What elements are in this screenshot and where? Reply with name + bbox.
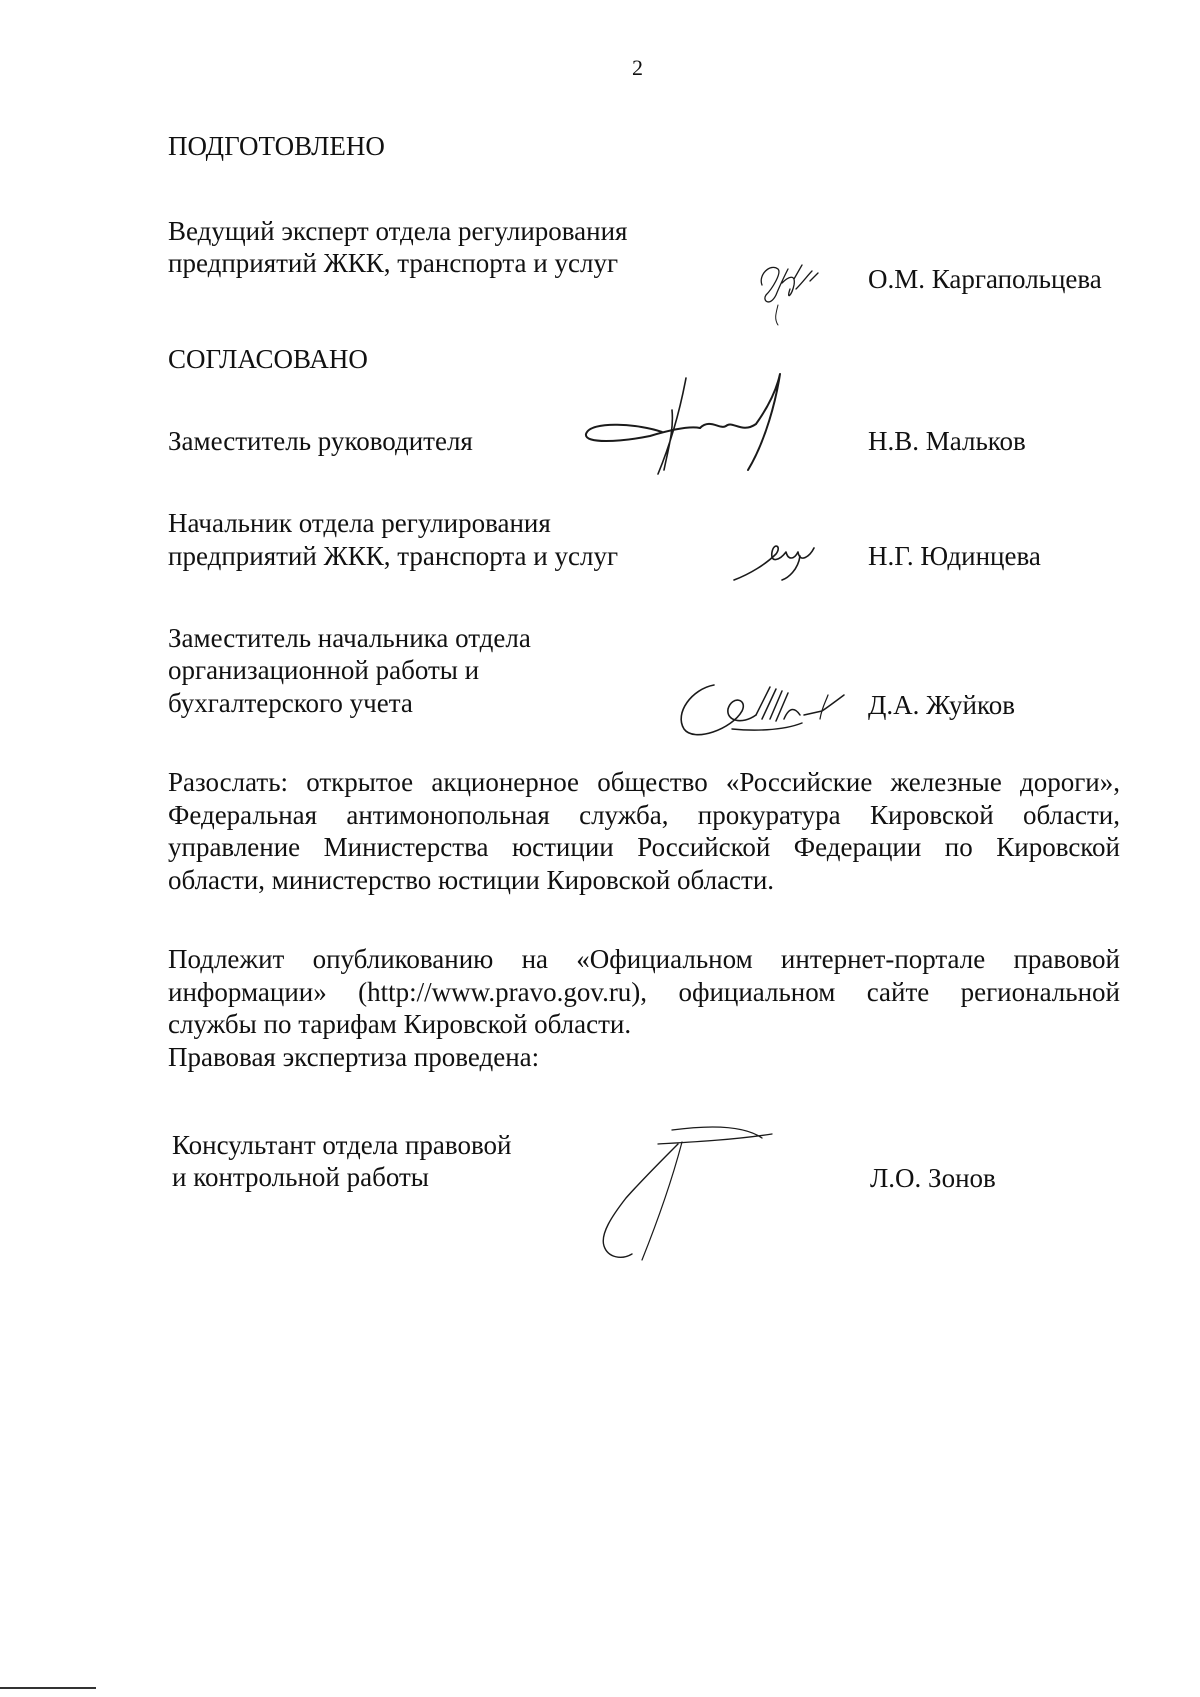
page-number: 2 (632, 55, 643, 80)
signatory-position-line: предприятий ЖКК, транспорта и услуг (168, 541, 619, 571)
signatory-name: Н.В. Мальков (868, 426, 1026, 456)
distribution-line: Федеральная антимонопольная служба, прокуратура Кировской области, (168, 799, 1120, 830)
publication-line: службы по тарифам Кировской области. (168, 1009, 632, 1039)
distribution-line: управление Министерства юстиции Российской Федерации по Кировской (168, 832, 1120, 862)
signature-zonov (592, 1120, 792, 1270)
consultant-name: Л.О. Зонов (870, 1163, 996, 1193)
prepared-name: О.М. Каргапольцева (868, 264, 1102, 294)
agreed-heading: СОГЛАСОВАНО (168, 344, 368, 374)
distribution-line: Разослать: открытое акционерное общество «Российские железные дороги», (168, 767, 1120, 797)
consultant-position-line: Консультант отдела правовой (172, 1130, 512, 1160)
consultant-position-line: и контрольной работы (172, 1162, 429, 1192)
signatory-position-line: организационной работы и (168, 655, 480, 685)
signatory-name: Н.Г. Юдинцева (868, 541, 1041, 571)
signatory-name: Д.А. Жуйков (868, 690, 1015, 720)
prepared-heading: ПОДГОТОВЛЕНО (168, 131, 385, 161)
prepared-position-line: предприятий ЖКК, транспорта и услуг (168, 248, 619, 278)
signature-zhuykov (672, 665, 862, 745)
distribution-line: области, министерство юстиции Кировской области. (168, 864, 775, 895)
signatory-position-line: Заместитель начальника отдела (168, 623, 531, 653)
signature-yudintseva (730, 530, 820, 590)
publication-line: Подлежит опубликованию на «Официальном интернет-портале правовой (168, 944, 1120, 974)
prepared-position-line: Ведущий эксперт отдела регулирования (168, 216, 628, 246)
signatory-position-line: бухгалтерского учета (168, 688, 413, 718)
publication-paragraph (168, 943, 1120, 1073)
signatory-position-line: Начальник отдела регулирования (168, 508, 551, 538)
signatory-position-line: Заместитель руководителя (168, 426, 473, 456)
publication-line: информации» (http://www.pravo.gov.ru), официальном сайте региональной (168, 976, 1120, 1007)
signature-kargapoltseva (752, 255, 842, 335)
distribution-paragraph (168, 766, 1120, 896)
legal-review-note: Правовая экспертиза проведена: (168, 1041, 540, 1072)
signature-malkov (580, 370, 810, 480)
scan-artifact-line (0, 1687, 96, 1689)
